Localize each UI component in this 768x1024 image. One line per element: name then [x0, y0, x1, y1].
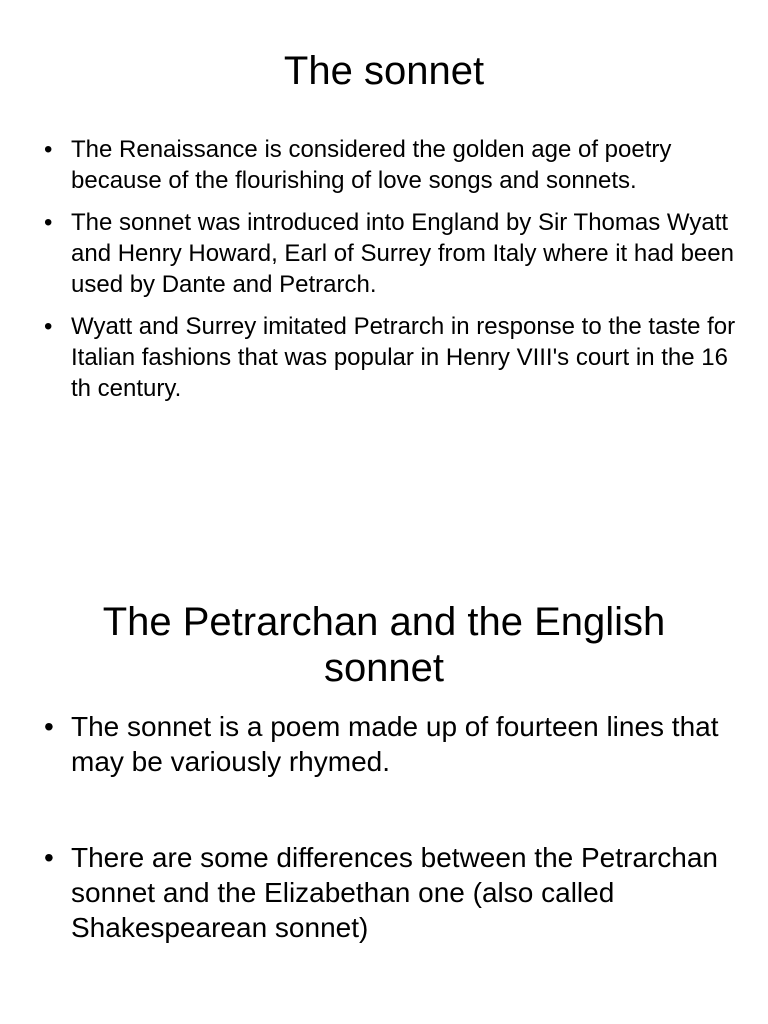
bullet-icon: •	[44, 842, 54, 873]
slide-title: The sonnet	[283, 49, 485, 93]
bullet-icon: •	[44, 209, 53, 236]
bullet-text: Wyatt and Surrey imitated Petrarch in response to the taste for Italian fashions that was popular in Henry VIII's court in the 16 th century.	[71, 313, 736, 402]
slide-title: The Petrarchan and the English sonnet	[102, 600, 666, 690]
bullet-text: The sonnet was introduced into England by Sir Thomas Wyatt and Henry Howard, Earl of Surrey from Italy where it had been used by Dante and Petrarch.	[71, 209, 734, 298]
bullet-text: There are some differences between the Petrarchan sonnet and the Elizabethan one (also called Shakespearean sonnet)	[71, 842, 718, 943]
slide-petrarchan-english-sonnet	[0, 512, 768, 1024]
bullet-icon: •	[44, 136, 53, 163]
list-item	[0, 207, 768, 300]
bullet-list	[0, 134, 768, 415]
list-item	[0, 709, 768, 779]
bullet-icon: •	[44, 313, 53, 340]
bullet-icon: •	[44, 711, 54, 742]
list-item	[0, 134, 768, 196]
bullet-list	[0, 709, 768, 945]
list-item	[0, 840, 768, 945]
bullet-text: The sonnet is a poem made up of fourteen lines that may be variously rhymed.	[71, 711, 719, 777]
bullet-text: The Renaissance is considered the golden age of poetry because of the flourishing of love songs and sonnets.	[71, 136, 672, 194]
list-item	[0, 311, 768, 404]
